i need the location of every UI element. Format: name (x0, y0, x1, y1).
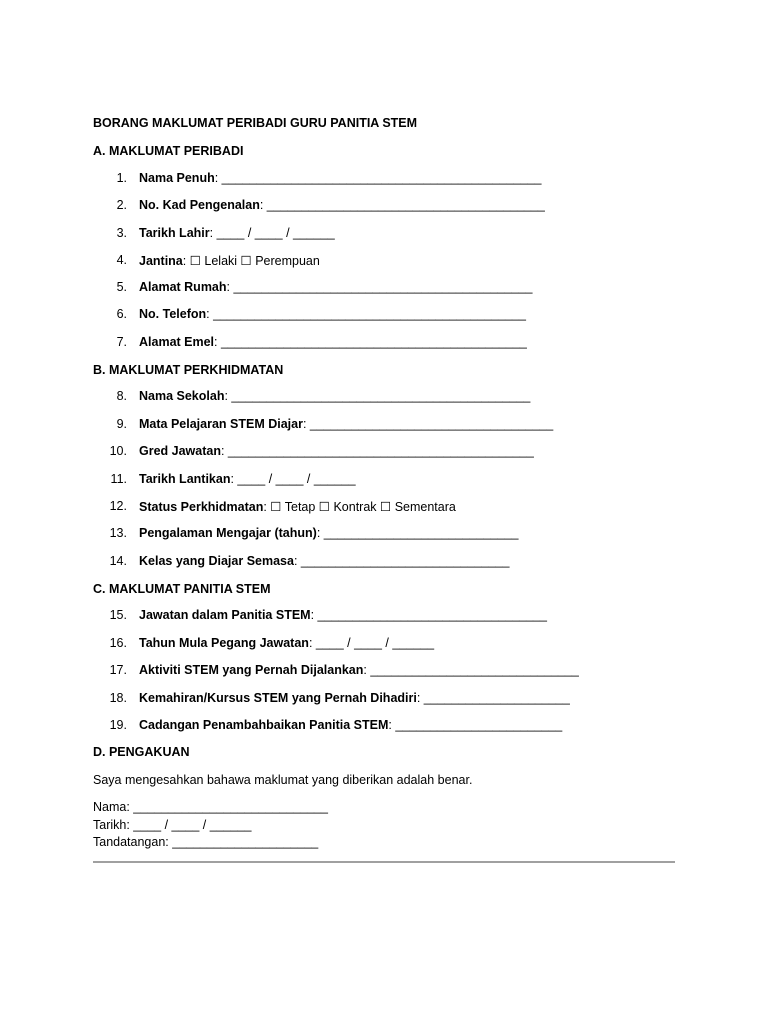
item-label: Aktiviti STEM yang Pernah Dijalankan (139, 663, 364, 677)
item-label: No. Kad Pengenalan (139, 198, 260, 212)
item-label: Jantina (139, 254, 183, 268)
item-field[interactable]: : ____________________________________________ (214, 335, 527, 349)
item-field[interactable]: : ☐ Tetap ☐ Kontrak ☐ Sementara (263, 500, 456, 514)
item-label: Alamat Rumah (139, 280, 227, 294)
item-field[interactable]: : _____________________ (416, 691, 570, 705)
item-field[interactable]: : _________________________________ (310, 608, 547, 622)
item-field[interactable]: : ___________________________________________ (226, 280, 533, 294)
document-title: BORANG MAKLUMAT PERIBADI GURU PANITIA STEM (93, 116, 418, 130)
item-number: 5. (116, 280, 127, 294)
horizontal-divider (93, 861, 675, 863)
item-field[interactable]: : ☐ Lelaki ☐ Perempuan (182, 254, 320, 268)
item-field[interactable]: : ___________________________________________ (224, 389, 531, 403)
item-label: Nama Penuh (139, 171, 215, 185)
item-field[interactable]: : ___________________________________ (302, 417, 554, 431)
item-field[interactable]: : ______________________________ (363, 663, 579, 677)
section-heading-b: B. MAKLUMAT PERKHIDMATAN (93, 363, 284, 377)
item-number: 8. (116, 389, 127, 403)
item-label: No. Telefon (139, 307, 207, 321)
item-label: Status Perkhidmatan (139, 500, 264, 514)
item-label: Jawatan dalam Panitia STEM (139, 608, 311, 622)
declaration-date-field[interactable]: Tarikh: ____ / ____ / ______ (93, 818, 252, 832)
item-number: 10. (109, 444, 127, 458)
item-field[interactable]: : _____________________________________________ (206, 307, 526, 321)
item-number: 6. (116, 307, 127, 321)
item-number: 19. (109, 718, 127, 732)
item-number: 13. (109, 526, 127, 540)
declaration-signature-field[interactable]: Tandatangan: _____________________ (93, 835, 319, 849)
item-number: 16. (109, 636, 127, 650)
item-number: 2. (116, 198, 127, 212)
item-field[interactable]: : ______________________________________________ (214, 171, 542, 185)
section-heading-c: C. MAKLUMAT PANITIA STEM (93, 582, 271, 596)
item-field[interactable]: : ________________________________________ (259, 198, 545, 212)
item-label: Tarikh Lahir (139, 226, 210, 240)
declaration-name-field[interactable]: Nama: ____________________________ (93, 800, 328, 814)
item-label: Alamat Emel (139, 335, 215, 349)
item-label: Tarikh Lantikan (139, 472, 231, 486)
item-number: 12. (109, 499, 127, 513)
section-heading-a: A. MAKLUMAT PERIBADI (93, 144, 244, 158)
item-number: 17. (109, 663, 127, 677)
item-number: 18. (109, 691, 127, 705)
item-field[interactable]: : ____ / ____ / ______ (308, 636, 435, 650)
item-field[interactable]: : ____ / ____ / ______ (209, 226, 335, 240)
item-number: 7. (116, 335, 127, 349)
item-label: Gred Jawatan (139, 444, 221, 458)
item-field[interactable]: : ________________________ (388, 718, 563, 732)
item-field[interactable]: : ____ / ____ / ______ (230, 472, 356, 486)
item-number: 3. (116, 226, 127, 240)
item-label: Nama Sekolah (139, 389, 225, 403)
item-field[interactable]: : ______________________________ (293, 554, 510, 568)
item-label: Pengalaman Mengajar (tahun) (139, 526, 317, 540)
item-label: Kemahiran/Kursus STEM yang Pernah Dihadiri (139, 691, 417, 705)
item-number: 15. (109, 608, 127, 622)
section-heading-d: D. PENGAKUAN (93, 745, 190, 759)
item-field[interactable]: : ____________________________________________ (220, 444, 534, 458)
item-number: 1. (116, 171, 127, 185)
item-label: Kelas yang Diajar Semasa (139, 554, 294, 568)
item-label: Mata Pelajaran STEM Diajar (139, 417, 303, 431)
item-number: 14. (109, 554, 127, 568)
item-label: Tahun Mula Pegang Jawatan (139, 636, 309, 650)
item-field[interactable]: : ____________________________ (316, 526, 519, 540)
item-number: 4. (116, 253, 127, 267)
item-label: Cadangan Penambahbaikan Panitia STEM (139, 718, 389, 732)
declaration-statement: Saya mengesahkan bahawa maklumat yang diberikan adalah benar. (93, 773, 473, 787)
item-number: 11. (110, 472, 127, 486)
item-number: 9. (116, 417, 127, 431)
